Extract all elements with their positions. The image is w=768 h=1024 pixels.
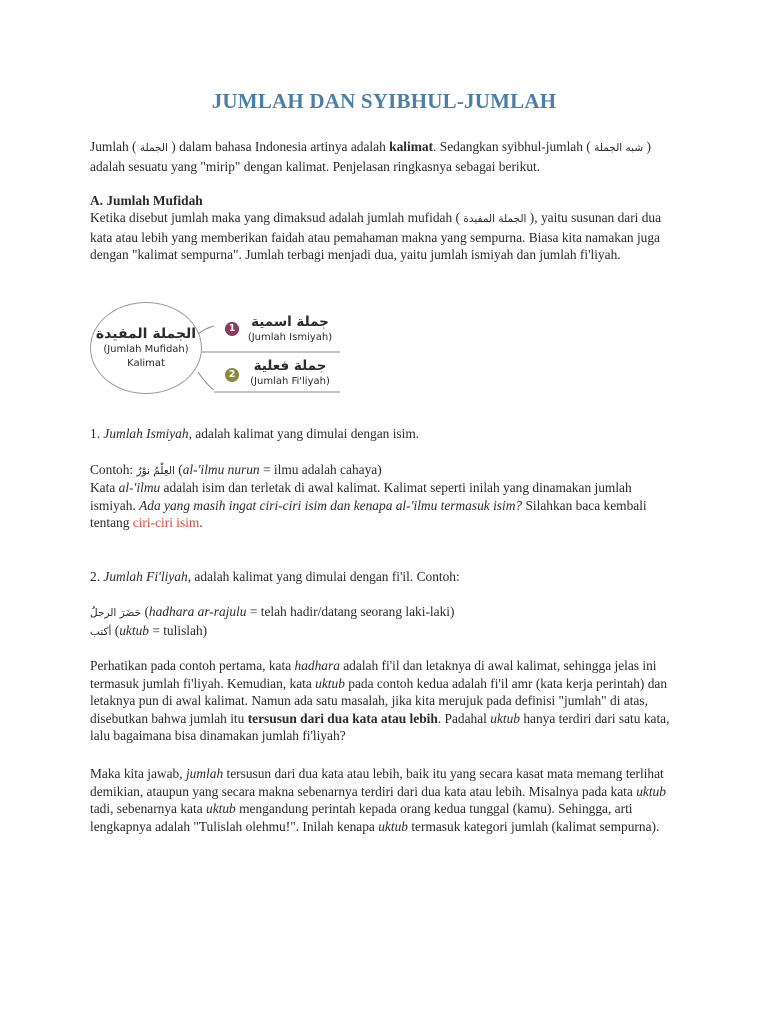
ismiyah-definition — [90, 425, 680, 443]
branch-jumlah-ismiyah — [240, 314, 340, 344]
intro-text: ) adalah sesuatu yang "mirip" dengan kalimat. Penjelasan ringkasnya sebagai berikut. — [90, 139, 651, 174]
term-uktub: uktub — [490, 710, 520, 726]
intro-text: Jumlah ( — [90, 139, 140, 154]
arabic-jumlah: الجملة — [139, 142, 168, 154]
term-uktub: uktub — [315, 675, 345, 691]
mufidah-text: ), yaitu susunan dari dua kata atau lebih yang memberikan faidah atau pemahaman makna yang sempurna. Biasa kita namakan juga dengan "kalimat sempurna". Jumlah terbagi menjadi dua, yaitu jumlah ismiyah dan jumlah fi'liyah. — [90, 210, 662, 263]
branch-jumlah-filiyah — [240, 358, 340, 388]
intro-text: ) dalam bahasa Indonesia artinya adalah — [167, 139, 390, 154]
branch1-latin: (Jumlah Ismiyah) — [247, 332, 333, 343]
transliteration: al-'ilmu nurun — [182, 462, 260, 477]
transliteration: uktub — [119, 623, 149, 638]
list-number: 1. — [90, 426, 104, 441]
contoh-label: Contoh: — [90, 462, 137, 477]
explanation-text: adalah isim dan terletak di awal kalimat. Kalimat seperti inilah yang dinamakan jumlah ismiyah. — [90, 480, 632, 513]
link-ciri-ciri-isim[interactable]: ciri-ciri isim — [132, 515, 200, 531]
translation: = telah hadir/datang seorang laki-laki) — [246, 604, 455, 619]
paragraph-text: pada contoh kedua adalah fi'il amr (kata kerja perintah) dan letaknya pun di awal kalimat. Namun ada satu masalah, jika kita merujuk pada definisi "jumlah" di atas, disebutkan bahwa jumlah itu — [90, 675, 668, 726]
jumlah-mufidah-diagram — [90, 298, 350, 398]
paren: ( — [111, 623, 120, 638]
arabic-example: العِلْمُ نوْرٌ — [136, 465, 175, 477]
arabic-jumlah-mufidah: الجملة المفيدة — [463, 213, 527, 225]
translation: = tulislah) — [148, 623, 208, 638]
intro-paragraph — [90, 138, 680, 175]
paragraph-text: termasuk kategori jumlah (kalimat sempurna). — [407, 818, 660, 834]
branch2-arabic: جملة فعلية — [253, 358, 327, 374]
paragraph-text: mengandung perintah kepada orang kedua tunggal (kamu). Sehingga, arti lengkapnya adalah "Tulislah olehmu!". Inilah kenapa — [90, 801, 633, 834]
term-uktub: uktub — [378, 818, 408, 834]
period: . — [199, 515, 203, 531]
ismiyah-example — [90, 461, 680, 481]
mufidah-paragraph — [90, 209, 680, 264]
bold-phrase: tersusun dari dua kata atau lebih — [247, 710, 438, 726]
branch1-arabic: جملة اسمية — [251, 314, 329, 330]
term-al-ilmu: al-'ilmu — [118, 480, 161, 495]
translation: = ilmu adalah cahaya) — [259, 462, 382, 477]
definition-text: , adalah kalimat yang dimulai dengan isim. — [188, 426, 420, 441]
term-jumlah: jumlah — [185, 766, 224, 781]
arabic-example: أكتب — [90, 626, 112, 638]
center-arabic-label: الجملة المفيدة — [95, 326, 197, 342]
mufidah-text: Ketika disebut jumlah maka yang dimaksud adalah jumlah mufidah ( — [90, 210, 464, 225]
paragraph-text: Perhatikan pada contoh pertama, kata — [90, 658, 295, 673]
italic-question: Ada yang masih ingat ciri-ciri isim dan kenapa al-'ilmu termasuk isim? — [139, 497, 523, 513]
explanation-text: Kata — [90, 480, 119, 495]
term-uktub: uktub — [206, 801, 236, 817]
filiyah-example-2 — [90, 622, 680, 642]
paragraph-text: tersusun dari dua kata atau lebih, baik itu yang secara kasat mata memang terlihat demikian, ataupun yang secara makna sebenarnya terdiri dari dua kata atau lebih. Misalnya pada kata — [90, 766, 664, 799]
term-hadhara: hadhara — [294, 658, 340, 673]
term-jumlah-ismiyah: Jumlah Ismiyah — [103, 426, 189, 441]
paragraph-text: . Padahal — [437, 710, 491, 726]
transliteration: hadhara ar-rajulu — [148, 604, 247, 619]
term-uktub: uktub — [636, 783, 666, 799]
list-number: 2. — [90, 569, 104, 584]
page-title: JUMLAH DAN SYIBHUL-JUMLAH — [211, 89, 557, 113]
paragraph-text: Maka kita jawab, — [90, 766, 186, 781]
paren: ( — [141, 604, 149, 619]
term-jumlah-filiyah: Jumlah Fi'liyah — [103, 569, 188, 584]
filiyah-definition — [90, 568, 680, 586]
explanation-paragraph-2 — [90, 765, 680, 835]
filiyah-example-1 — [90, 603, 680, 623]
intro-text: . Sedangkan syibhul-jumlah ( — [433, 139, 595, 154]
section-heading-jumlah-mufidah: A. Jumlah Mufidah — [90, 193, 203, 208]
number-badge-1: 1 — [225, 322, 239, 336]
bold-kalimat: kalimat — [389, 139, 434, 154]
branch2-latin: (Jumlah Fi'liyah) — [250, 376, 330, 387]
arabic-syibhul-jumlah: شبه الجملة — [594, 142, 644, 154]
center-sub-label: Kalimat — [127, 358, 165, 369]
paragraph-text: hanya terdiri dari satu kata, lalu bagaimana bisa dinamakan jumlah fi'liyah? — [90, 710, 670, 744]
paragraph-text: adalah fi'il dan letaknya di awal kalimat, sehingga jelas ini termasuk jumlah fi'liyah. Kemudian, kata — [90, 658, 657, 691]
arabic-example: حَضَرَ الرجلُ — [90, 607, 142, 619]
number-badge-2: 2 — [225, 368, 239, 382]
explanation-text: Silahkan baca kembali tentang — [90, 497, 647, 531]
paragraph-text: tadi, sebenarnya kata — [90, 801, 206, 817]
explanation-paragraph-1 — [90, 657, 680, 745]
paren: ( — [174, 462, 183, 477]
definition-text: , adalah kalimat yang dimulai dengan fi'il. Contoh: — [187, 569, 460, 584]
ismiyah-explanation — [90, 479, 680, 532]
center-latin-label: (Jumlah Mufidah) — [103, 344, 189, 355]
